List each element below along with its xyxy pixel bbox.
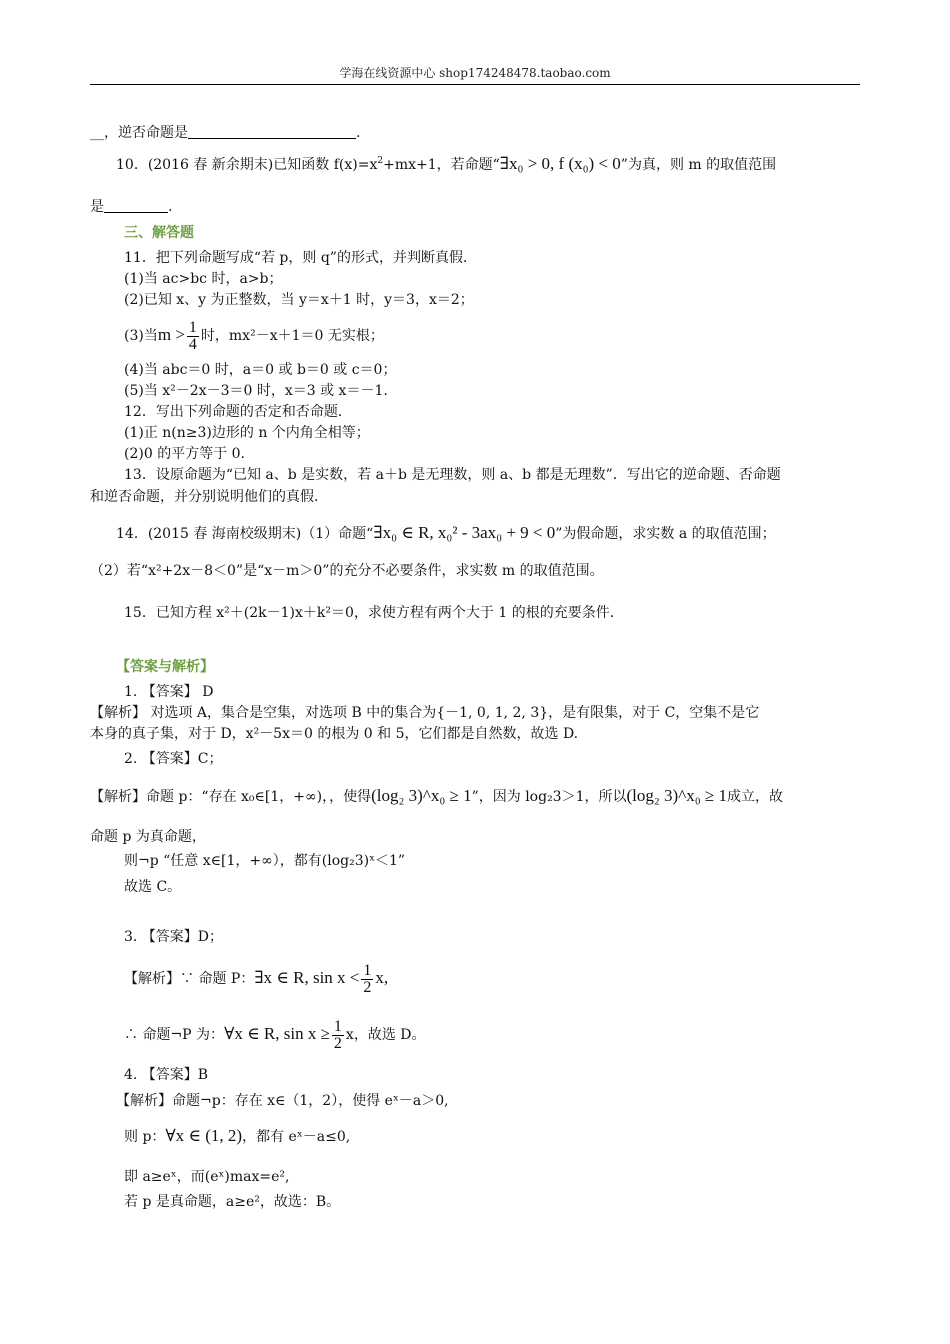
q14-line1-post: ”为假命题，求实数 a 的取值范围； xyxy=(555,526,776,542)
q11-s3-m: m > xyxy=(157,325,185,344)
page-header: 学海在线资源中心 shop174248478.taobao.com xyxy=(339,66,611,80)
answers-title: 【答案与解析】 xyxy=(116,659,214,675)
fraction-numerator: 1 xyxy=(188,318,197,336)
a4-explanation-4: 若 p 是真命题，a≥e²，故选：B。 xyxy=(124,1194,341,1210)
a3-exp1-formula: ∃x ∈ R, sin x < xyxy=(254,968,360,987)
a2-explanation-1 xyxy=(90,782,783,811)
q9-tail-end: . xyxy=(356,125,361,141)
a3-answer: 3. 【答案】D； xyxy=(124,929,224,945)
q14-line1-pre: 14．(2015 春 海南校级期末)（1）命题“ xyxy=(116,526,374,542)
fraction-denominator: 2 xyxy=(333,1034,342,1052)
fraction xyxy=(361,963,373,996)
header-rule xyxy=(90,84,860,85)
q10-line2-pre: 是 xyxy=(90,199,104,215)
section-title: 三、解答题 xyxy=(124,225,194,241)
q10-formula: ∃x₀ > 0, f (x₀) < 0 xyxy=(499,154,621,173)
a1-answer: 1. 【答案】 D xyxy=(124,684,214,700)
q10-line2 xyxy=(90,198,172,216)
q11-s3-post: 时，mx²－x＋1＝0 无实根； xyxy=(200,328,384,344)
q14-line1 xyxy=(116,520,776,547)
a3-explanation-1 xyxy=(124,958,388,1000)
a2-exp-mid: ”，因为 log₂3＞1，所以 xyxy=(471,789,627,805)
fraction-numerator: 1 xyxy=(333,1017,342,1035)
a1-explanation-2: 本身的真子集，对于 D，x²－5x＝0 的根为 0 和 5，它们都是自然数，故选 D. xyxy=(90,726,579,742)
q10-line1-post: ”为真，则 m 的取值范围 xyxy=(620,157,777,173)
a2-exp-pre: 【解析】命题 p：“存在 x₀∈[1，+∞)，，使得 xyxy=(90,789,372,805)
a4-explanation-2 xyxy=(124,1118,350,1155)
fraction-denominator: 2 xyxy=(363,978,372,996)
q13-line1: 13．设原命题为“已知 a、b 是实数，若 a＋b 是无理数，则 a、b 都是无理数”．写出它的逆命题、否命题 xyxy=(124,467,781,483)
a4-explanation-1: 【解析】命题¬p：存在 x∈（1，2），使得 eˣ－a＞0, xyxy=(116,1093,449,1109)
q9-tail xyxy=(90,124,360,142)
a4-answer: 4. 【答案】B xyxy=(124,1067,209,1083)
fraction-denominator: 4 xyxy=(188,335,197,353)
a1-explanation-1: 【解析】 对选项 A，集合是空集，对选项 B 中的集合为{－1, 0, 1, 2, 3}，是有限集，对于 C，空集不是它 xyxy=(90,705,760,721)
a2-exp-post: 成立，故 xyxy=(726,789,783,805)
q10-line1-pre: 10．(2016 春 新余期末)已知函数 f(x)=x xyxy=(116,157,378,173)
answer-blank xyxy=(188,124,356,139)
a2-explanation-2: 命题 p 为真命题， xyxy=(90,829,206,845)
q11-s2: (2)已知 x、y 为正整数，当 y＝x＋1 时，y＝3，x＝2； xyxy=(124,292,474,308)
q10-line1: 10．(2016 春 新余期末)已知函数 $f(x)=x^2+mx+1$，若命题“∃x₀ > 0, f (x₀) < 0”为真，则 m 的取值范围 xyxy=(116,154,777,173)
q13-line2: 和逆否命题，并分别说明他们的真假． xyxy=(90,489,328,505)
q11-s4: (4)当 abc＝0 时，a＝0 或 b＝0 或 c＝0； xyxy=(124,362,397,378)
a3-exp1-tail: x, xyxy=(375,968,389,987)
q11-s3 xyxy=(124,318,384,358)
a2-answer: 2. 【答案】C； xyxy=(124,751,223,767)
q15: 15．已知方程 x²＋(2k－1)x＋k²＝0，求使方程有两个大于 1 的根的充要条件． xyxy=(124,605,624,621)
fraction xyxy=(187,320,199,353)
q11-stem: 11．把下列命题写成“若 p，则 q”的形式，并判断真假． xyxy=(124,250,477,266)
q11-s1: (1)当 ac>bc 时，a>b； xyxy=(124,271,283,287)
answer-blank xyxy=(104,198,168,213)
a4-exp2-formula: ∀x ∈ (1, 2) xyxy=(165,1126,243,1145)
a2-formula: (log₂ 3)^x₀ ≥ 1 xyxy=(371,786,472,805)
q11-s3-pre: (3)当 xyxy=(124,328,158,344)
q10-line1-mid: +mx+1，若命题“ xyxy=(383,157,500,173)
a2-formula-repeat: (log₂ 3)^x₀ ≥ 1 xyxy=(626,786,727,805)
q10-line2-end: . xyxy=(168,199,173,215)
fraction-numerator: 1 xyxy=(363,961,372,979)
fraction xyxy=(332,1019,344,1052)
q9-tail-text: __，逆否命题是 xyxy=(90,125,188,141)
q11-s5: (5)当 x²－2x－3＝0 时，x＝3 或 x＝－1. xyxy=(124,383,388,399)
q12-stem: 12．写出下列命题的否定和否命题． xyxy=(124,404,352,420)
q14-line2: （2）若“x²+2x－8＜0”是“x－m＞0”的充分不必要条件，求实数 m 的取值范围。 xyxy=(90,563,604,579)
q12-s1: (1)正 n(n≥3)边形的 n 个内角全相等； xyxy=(124,425,370,441)
a3-explanation-2 xyxy=(124,1014,426,1056)
a3-exp2-tail: x，故选 D。 xyxy=(345,1027,426,1043)
a3-exp1-pre: 【解析】∵ 命题 P： xyxy=(124,971,255,987)
a4-exp2-post: ，都有 eˣ－a≤0, xyxy=(242,1129,351,1145)
a4-exp2-pre: 则 p： xyxy=(124,1129,166,1145)
a2-explanation-4: 故选 C。 xyxy=(124,879,182,895)
a3-exp2-formula: ∀x ∈ R, sin x ≥ xyxy=(224,1024,330,1043)
a3-exp2-pre: ∴ 命题¬P 为： xyxy=(124,1027,225,1043)
a4-explanation-3: 即 a≥eˣ，而(eˣ)max=e², xyxy=(124,1169,290,1185)
q14-formula: ∃x₀ ∈ R, x₀² - 3ax₀ + 9 < 0 xyxy=(373,523,556,542)
q12-s2: (2)0 的平方等于 0. xyxy=(124,446,245,462)
a2-explanation-3: 则¬p “任意 x∈[1，+∞），都有(log₂3)ˣ＜1” xyxy=(124,853,406,869)
